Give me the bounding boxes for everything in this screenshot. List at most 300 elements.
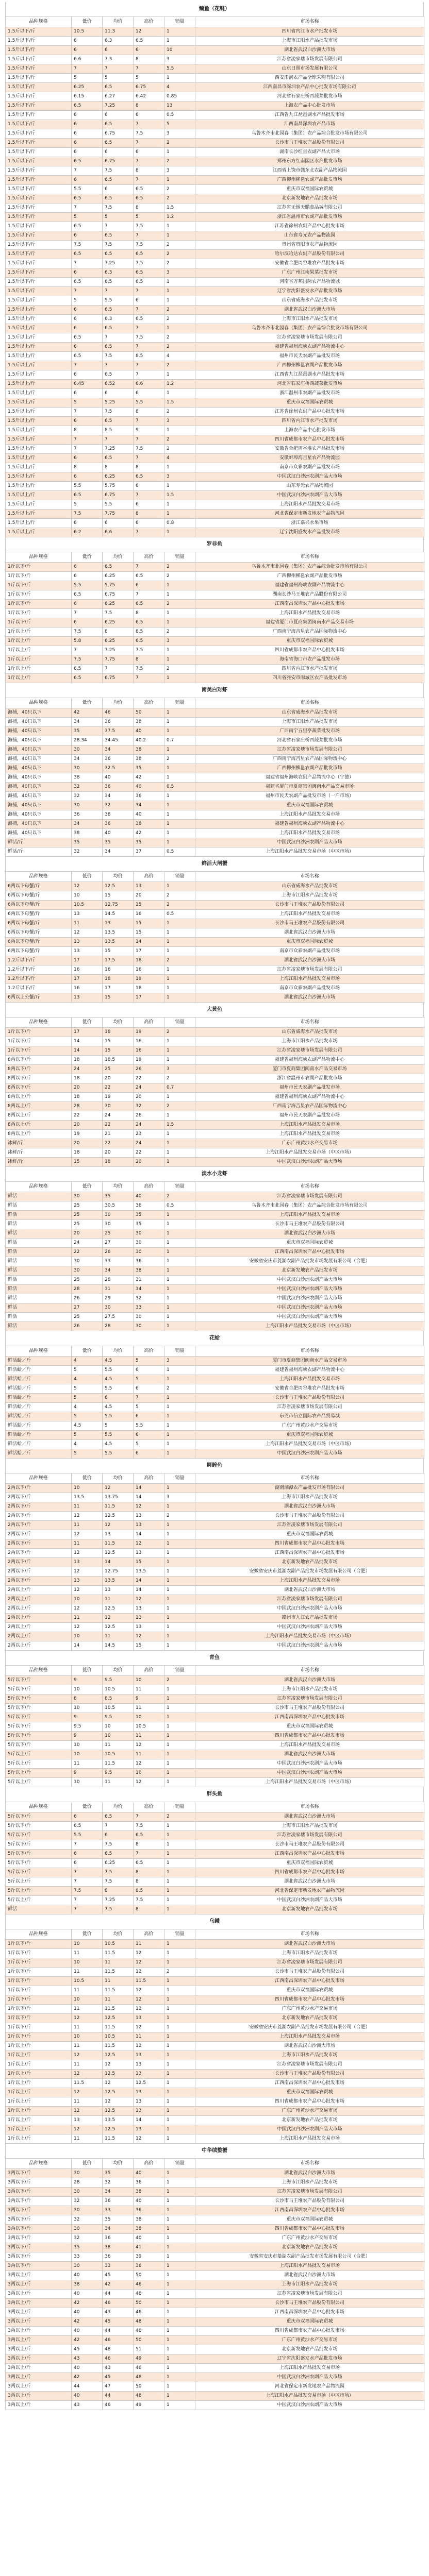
market-header: 市场名称 [195,1473,424,1484]
high-price-cell: 6 [134,111,164,120]
volume-cell: 1 [164,590,195,600]
avg-price-cell: 12.5 [103,882,134,891]
high-price-cell: 38 [134,718,164,727]
market-cell: 中国武汉白沙洲农副产品大市场 [195,838,424,848]
volume-cell: 0.85 [164,92,195,101]
volume-cell: 3 [164,417,195,426]
market-cell: 上海江阳水产品批发交易市场 [195,609,424,618]
variety-header: 品种规格 [6,1473,72,1484]
high-price-cell: 12 [134,1595,164,1604]
market-cell: 湖北省武汉白沙洲大市场 [195,1229,424,1239]
market-cell: 河北省保定市新发地农产品物流园 [195,510,424,519]
market-cell: 上海市江阳水产品批发市场 [195,718,424,727]
low-price-cell: 13 [72,910,103,919]
table-row [6,2364,424,2373]
volume-cell: 1 [164,510,195,519]
volume-cell: 2 [164,194,195,204]
volume-cell: 1 [164,718,195,727]
low-price-cell: 7 [72,1896,103,1905]
avg-price-cell: 13.5 [103,928,134,938]
variety-cell: 鲜活蛤／斤 [6,1375,72,1384]
table-row [6,882,424,891]
market-cell: 上海江阳水产品批发交易市场 [195,1130,424,1139]
variety-cell: 3两以下/斤 [6,2234,72,2243]
table-row [6,727,424,736]
low-price-cell: 11 [72,1968,103,1977]
variety-cell: 1斤以上/斤 [6,637,72,646]
low-price-cell: 10.5 [72,27,103,37]
low-price-header: 低价 [72,872,103,882]
market-cell: 重庆市双福国际农贸城 [195,2317,424,2327]
table-row [6,1285,424,1294]
market-cell: 江苏省凌家塘市场发展有限公司 [195,333,424,343]
avg-price-cell: 12 [103,2097,134,2107]
high-price-cell: 7 [134,343,164,352]
volume-cell: 1 [164,2243,195,2252]
high-price-cell: 8.5 [134,352,164,361]
volume-cell: 1 [164,829,195,838]
variety-cell: 3两以上/斤 [6,2336,72,2345]
high-price-cell: 8 [134,463,164,472]
high-price-cell: 50 [134,708,164,718]
avg-price-cell: 7.5 [103,204,134,213]
table-row [6,1357,424,1366]
variety-cell: 1.5斤以上/斤 [6,408,72,417]
variety-cell: 1斤以下/斤 [6,1940,72,1949]
variety-cell: 1斤以下/斤 [6,2005,72,2014]
low-price-cell: 11 [72,1502,103,1512]
volume-cell: 1 [164,2336,195,2345]
table-row [6,792,424,801]
variety-cell: 鲜活 [6,1257,72,1266]
variety-cell: 3两以上/斤 [6,2317,72,2327]
low-price-cell: 5 [72,500,103,510]
table-row [6,2051,424,2060]
low-price-cell: 12 [72,2107,103,2116]
avg-price-cell: 6.5 [103,120,134,129]
volume-cell: 1 [164,2308,195,2317]
volume-cell: 1 [164,792,195,801]
low-price-cell: 10.5 [72,1977,103,1986]
avg-price-cell: 12.5 [103,2070,134,2079]
price-section [5,2,424,537]
avg-price-cell: 11.5 [103,2134,134,2144]
avg-price-cell: 8.5 [103,1694,134,1704]
high-price-cell: 24 [134,1139,164,1148]
low-price-cell: 7 [72,204,103,213]
low-price-cell: 9 [72,1732,103,1741]
table-row [6,838,424,848]
variety-cell: 1.5斤以上/斤 [6,315,72,324]
low-price-cell: 43 [72,2354,103,2364]
variety-cell: 3两以下/斤 [6,2225,72,2234]
low-price-cell: 12 [72,2051,103,2060]
avg-price-cell: 12.5 [103,2014,134,2023]
avg-price-cell: 6 [103,1831,134,1840]
avg-price-cell: 14 [103,1558,134,1567]
avg-price-cell: 11.3 [103,27,134,37]
avg-price-cell: 9.5 [103,1769,134,1778]
avg-price-cell: 46 [103,2336,134,2345]
low-price-cell: 40 [72,2327,103,2336]
market-cell: 江苏省凌家塘市场发展有限公司 [195,2060,424,2070]
table-row [6,1586,424,1595]
high-price-cell: 9 [134,426,164,435]
price-table [5,871,424,1003]
market-cell: 四川省内江市水产批发市场 [195,665,424,674]
avg-price-cell: 44 [103,2392,134,2401]
table-row [6,1056,424,1065]
volume-cell: 3 [164,55,195,64]
variety-cell: 海捕，40只以下 [6,755,72,764]
volume-header: 销量 [164,1018,195,1028]
market-cell: 湖北省武汉白沙洲大市场 [195,2169,424,2178]
low-price-cell: 13 [72,938,103,947]
variety-cell: 鲜活 [6,1294,72,1303]
table-row [6,665,424,674]
table-row [6,637,424,646]
market-cell: 福州市民天农副产品批发市场 [195,1083,424,1093]
low-price-header: 低价 [72,1018,103,1028]
low-price-cell: 7.5 [72,241,103,250]
high-price-cell: 50 [134,2299,164,2308]
table-row [6,2382,424,2392]
high-price-cell: 35 [134,764,164,773]
variety-cell: 5斤以下/斤 [6,1694,72,1704]
high-price-cell: 12 [134,1986,164,1995]
variety-cell: 1.5斤以上/斤 [6,472,72,482]
table-row [6,111,424,120]
table-row [6,1229,424,1239]
variety-cell: 1斤以下/斤 [6,618,72,628]
table-row [6,241,424,250]
volume-cell: 1 [164,1831,195,1840]
variety-cell: 2两以下/斤 [6,1484,72,1493]
variety-cell: 6两以下母蟹/斤 [6,947,72,956]
low-price-cell: 30 [72,2188,103,2197]
avg-price-cell: 36 [103,820,134,829]
price-section [5,1914,424,2144]
volume-cell: 2 [164,306,195,315]
high-price-cell: 12 [134,2023,164,2032]
high-price-cell: 26 [134,1111,164,1121]
table-row [6,2234,424,2243]
variety-cell: 1斤以下/斤 [6,563,72,572]
market-cell: 广西柳州柳邕农副产品批发市场 [195,176,424,185]
market-cell: 北京新发地农产品批发市场 [195,2345,424,2354]
high-price-cell: 13 [134,1549,164,1558]
market-cell: 中国武汉白沙洲农副产品大市场 [195,1641,424,1651]
low-price-cell: 11.5 [72,2079,103,2088]
avg-price-cell: 6.5 [103,1850,134,1859]
volume-cell: 3 [164,166,195,176]
market-cell: 东莞市信立国际农产品贸易城 [195,1412,424,1421]
low-price-cell: 5 [72,74,103,83]
variety-cell: 2两以上/斤 [6,1604,72,1614]
low-price-cell: 7 [72,361,103,370]
high-price-cell: 38 [134,1266,164,1276]
market-cell: 中国武汉白沙洲农副产品大市场 [195,472,424,482]
low-price-cell: 6 [72,324,103,333]
market-header: 市场名称 [195,1182,424,1192]
volume-cell: 3 [164,637,195,646]
variety-cell: 1.5斤以下/斤 [6,120,72,129]
high-price-cell: 11 [134,1732,164,1741]
variety-header: 品种规格 [6,1666,72,1676]
volume-cell: 2 [164,1074,195,1083]
market-cell: 哈尔滨哈达农副产品股份有限公司 [195,250,424,259]
variety-cell: 6两以下母蟹/斤 [6,928,72,938]
volume-cell: 0.7 [164,736,195,745]
table-row [6,1840,424,1850]
table-row [6,938,424,947]
high-price-cell: 40.2 [134,736,164,745]
volume-cell: 1 [164,801,195,810]
variety-cell: 5斤以下/斤 [6,1840,72,1850]
market-cell: 福州市民天农副产品批发市场 [195,1111,424,1121]
volume-cell: 2 [164,755,195,764]
high-price-cell: 7 [134,64,164,74]
volume-cell: 1 [164,2051,195,2060]
avg-price-cell: 25 [103,1229,134,1239]
market-cell: 上海江阳水产品批发交易市场 [195,829,424,838]
section-title: 胖头鱼 [5,1787,424,1802]
table-row [6,268,424,278]
table-row [6,1995,424,2005]
high-price-cell: 7 [134,370,164,380]
low-price-cell: 12 [72,1549,103,1558]
table-row [6,2125,424,2134]
volume-header: 销量 [164,1473,195,1484]
market-cell: 湖北省武汉白沙洲大市场 [195,2271,424,2280]
variety-cell: 海捕，40只以下 [6,820,72,829]
table-row [6,810,424,820]
low-price-cell: 8 [72,463,103,472]
table-row [6,2070,424,2079]
avg-price-cell: 11 [103,1995,134,2005]
low-price-cell: 6.25 [72,83,103,92]
variety-cell: 鲜活蛤／斤 [6,1384,72,1394]
avg-price-cell: 5.5 [103,296,134,306]
low-price-cell: 6 [72,1859,103,1868]
market-cell: 广东广州黄沙水产交易市场 [195,1421,424,1431]
table-row [6,1521,424,1530]
high-price-cell: 13 [134,882,164,891]
low-price-cell: 6.45 [72,380,103,389]
market-cell: 广西柳州柳邕农副产品批发市场 [195,764,424,773]
high-price-cell: 13 [134,1604,164,1614]
high-price-cell: 8 [134,1905,164,1914]
avg-price-cell: 6.5 [103,306,134,315]
high-price-header: 高价 [134,1346,164,1357]
avg-price-cell: 14.5 [103,1641,134,1651]
variety-cell: 2两以下/斤 [6,1502,72,1512]
table-row [6,1046,424,1056]
high-price-cell: 14 [134,2116,164,2125]
table-row [6,1868,424,1877]
volume-cell: 1 [164,482,195,491]
volume-cell: 1 [164,1158,195,1167]
table-row [6,1074,424,1083]
variety-cell: 1斤以下/斤 [6,1968,72,1977]
high-price-cell: 8.5 [134,1887,164,1896]
low-price-cell: 32 [72,2215,103,2225]
variety-cell: 1.5斤以上/斤 [6,445,72,454]
volume-cell: 1 [164,1567,195,1577]
high-price-cell: 30 [134,1229,164,1239]
volume-cell: 1 [164,1220,195,1229]
market-cell: 福建省福州海峡农副产品物流中心 [195,820,424,829]
high-price-cell: 12 [134,1995,164,2005]
market-cell: 河南省万邦国际农产品物流城 [195,278,424,287]
high-price-cell: 7.5 [134,1822,164,1831]
volume-cell: 1 [164,581,195,590]
table-row [6,500,424,510]
high-price-cell: 7.5 [134,646,164,655]
low-price-cell: 28 [72,2178,103,2188]
market-cell: 安徽省安庆市菱湖农副产品批发市场发展有限公司（合肥） [195,1567,424,1577]
table-row [6,1940,424,1949]
table-header-row [6,698,424,708]
avg-price-header: 均价 [103,552,134,563]
variety-cell: 5斤以上/斤 [6,1750,72,1759]
market-cell: 湖北省武汉白沙洲大市场 [195,1676,424,1685]
table-row [6,2290,424,2299]
table-row [6,829,424,838]
market-cell: 江西南昌深圳农产品中心批发市场 [195,1977,424,1986]
high-price-cell: 17 [134,947,164,956]
market-cell: 浙江温州市农副产品批发市场 [195,389,424,398]
high-price-cell: 23 [134,1130,164,1139]
high-price-cell: 35 [134,838,164,848]
avg-price-cell: 11.5 [103,1539,134,1549]
low-price-cell: 26 [72,1322,103,1331]
volume-cell: 1 [164,2125,195,2134]
low-price-cell: 6 [72,1812,103,1822]
volume-cell: 1 [164,1577,195,1586]
variety-cell: 1.5斤以下/斤 [6,27,72,37]
low-price-cell: 11 [72,1986,103,1995]
market-cell: 安徽省合肥周谷堆农产品批发市场 [195,445,424,454]
table-row [6,1037,424,1046]
variety-cell: 1.5斤以上/斤 [6,352,72,361]
volume-cell: 1 [164,27,195,37]
avg-price-cell: 12.5 [103,2125,134,2134]
low-price-cell: 38 [72,773,103,783]
table-row [6,2225,424,2234]
table-row [6,287,424,296]
high-price-cell: 50 [134,2336,164,2345]
variety-cell: 2两以上/斤 [6,1632,72,1641]
high-price-cell: 7 [134,1850,164,1859]
price-table [5,1181,424,1331]
low-price-cell: 34 [72,820,103,829]
volume-cell: 1 [164,2197,195,2206]
variety-cell: 海捕，40只以下 [6,801,72,810]
volume-cell: 1 [164,389,195,398]
table-row [6,820,424,829]
volume-cell: 1 [164,938,195,947]
market-header: 市场名称 [195,1346,424,1357]
variety-cell: 鲜活蛤／斤 [6,1440,72,1449]
market-cell: 中国武汉白沙洲农副产品大市场 [195,1313,424,1322]
volume-cell: 1 [164,1266,195,1276]
avg-price-cell: 34 [103,1266,134,1276]
high-price-cell: 6.5 [134,315,164,324]
high-price-cell: 49 [134,2354,164,2364]
volume-cell: 1 [164,2262,195,2271]
table-header-row [6,552,424,563]
variety-cell: 1斤以上/斤 [6,2107,72,2116]
market-cell: 中国武汉白沙洲农副产品大市场 [195,1449,424,1459]
low-price-cell: 43 [72,2401,103,2410]
market-cell: 长沙市马王堆农产品股份有限公司 [195,2070,424,2079]
avg-price-cell: 6.5 [103,250,134,259]
variety-cell: 3两以下/斤 [6,2206,72,2215]
avg-price-cell: 12 [103,2060,134,2070]
high-price-cell: 6 [134,500,164,510]
price-section [5,1787,424,1914]
low-price-cell: 42 [72,708,103,718]
variety-header: 品种规格 [6,1346,72,1357]
market-cell: 江西南昌深圳农产品中心批发市场 [195,2206,424,2215]
volume-cell: 1 [164,1769,195,1778]
high-price-cell: 7.5 [134,241,164,250]
market-header: 市场名称 [195,872,424,882]
section-title: 乌鳢 [5,1914,424,1929]
variety-cell: 1斤以下/斤 [6,2023,72,2032]
low-price-cell: 9 [72,1713,103,1722]
market-cell: 重庆市双福国际农贸城 [195,938,424,947]
low-price-cell: 6.5 [72,590,103,600]
market-cell: 辽宁省沈阳盛发水产品批发市场 [195,2354,424,2364]
avg-price-cell: 11 [103,1595,134,1604]
price-table [5,698,424,857]
high-price-cell: 6.5 [134,1831,164,1840]
avg-price-cell: 6 [103,148,134,157]
avg-price-cell: 12.5 [103,2051,134,2060]
table-row [6,352,424,361]
volume-cell: 1 [164,838,195,848]
high-price-cell: 6.5 [134,472,164,482]
avg-price-cell: 30 [103,1303,134,1313]
market-header: 市场名称 [195,2159,424,2169]
variety-cell: 1斤以下/斤 [6,1028,72,1037]
section-title: 罗非鱼 [5,537,424,552]
avg-price-cell: 46 [103,2354,134,2364]
low-price-cell: 45 [72,2345,103,2354]
variety-cell: 海捕，40只以下 [6,764,72,773]
avg-price-cell: 11 [103,1632,134,1641]
market-cell: 上海市江阳水产品批发市场 [195,315,424,324]
high-price-cell: 48 [134,2290,164,2299]
table-row [6,1211,424,1220]
avg-price-cell: 4.5 [103,1375,134,1384]
variety-cell: 8两以上/斤 [6,1111,72,1121]
volume-cell: 3 [164,1065,195,1074]
table-header-row [6,872,424,882]
low-price-cell: 7 [72,1868,103,1877]
variety-cell: 5斤以上/斤 [6,1896,72,1905]
variety-cell: 1.5斤以下/斤 [6,204,72,213]
market-cell: 湖北省武汉白沙洲大市场 [195,1940,424,1949]
variety-cell: 鲜活/斤 [6,838,72,848]
market-cell: 南京市众彩农副产品批发市场 [195,984,424,993]
variety-cell: 1.5斤以上/斤 [6,491,72,500]
table-row [6,389,424,398]
avg-price-cell: 6.3 [103,268,134,278]
market-header: 市场名称 [195,1802,424,1812]
